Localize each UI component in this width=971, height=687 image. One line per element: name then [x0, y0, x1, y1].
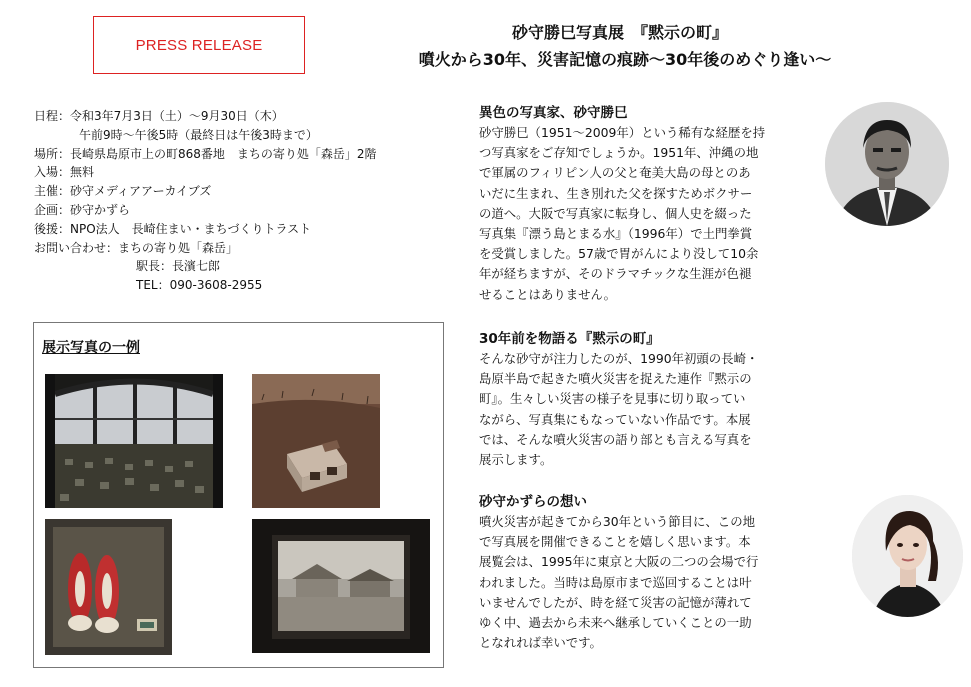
section-apocalypse-town [479, 329, 809, 470]
info-venue: 場所：長崎県島原市上の町868番地 まちの寄り処「森岳」2階 [34, 146, 377, 161]
info-hours: 午前9時～午後5時（最終日は午後3時まで） [79, 127, 318, 142]
section-kazura-thoughts [479, 492, 809, 653]
photo-red-shoes [45, 519, 172, 655]
section-kazura-line: 展覧会は、1995年に東京と大阪の二つの会場で行 [479, 554, 759, 570]
section-apocalypse-line: 展示します。 [479, 452, 553, 468]
photo-window-view [252, 519, 430, 653]
section-photographer [479, 103, 809, 305]
section-photographer-line: せることはありません。 [479, 286, 617, 302]
info-planning: 企画：砂守かずら [34, 202, 131, 217]
section-photographer-line: いだに生まれ、生き別れた父を探すためボクサー [479, 185, 753, 201]
section-kazura-heading: 砂守かずらの想い [479, 494, 587, 510]
section-kazura-line: われました。当時は島原市まで巡回することは叶 [479, 574, 752, 590]
section-photographer-line: 年が経ちますが、そのドラマチックな生涯が色褪 [479, 266, 752, 282]
section-apocalypse-line: そんな砂守が注力したのが、1990年初頭の長崎・ [479, 351, 759, 366]
info-support: 後援：NPO法人 長崎住まい・まちづくりトラスト [34, 221, 312, 236]
photo-buried-house [252, 374, 380, 508]
info-contact: お問い合わせ：まちの寄り処「森岳」 [34, 240, 239, 255]
photo-examples-box [33, 322, 444, 668]
section-apocalypse-heading: 30年前を物語る『黙示の町』 [479, 331, 660, 347]
exhibition-subtitle: 噴火から30年、災害記憶の痕跡～30年後のめぐり逢い～ [418, 50, 832, 69]
section-photographer-heading: 異色の写真家、砂守勝巳 [479, 105, 628, 121]
section-kazura-line: となれれば幸いです。 [479, 635, 602, 651]
section-photographer-line: で軍属のフィリピン人の父と奄美大島の母とのあ [479, 165, 751, 181]
section-photographer-line: 写真集『漂う島とまる水』（1996年）で土門拳賞 [479, 226, 753, 242]
section-apocalypse-line: 島原半島で起きた噴火災害を捉えた連作『黙示の [479, 371, 752, 387]
photo-examples-title: 展示写真の一例 [42, 340, 140, 356]
section-apocalypse-line: ながら、写真集にもなっていない作品です。本展 [479, 411, 751, 427]
event-info [34, 107, 464, 295]
section-kazura-line: で写真展を開催できることを嬉しく思います。本 [479, 534, 751, 550]
info-admission: 入場：無料 [34, 165, 95, 180]
section-photographer-line: を受賞しました。57歳で胃がんにより没して10余 [479, 246, 759, 262]
info-contact-phone: TEL：090-3608-2955 [136, 278, 263, 293]
section-kazura-line: いませんでしたが、時を経て災害の記憶が薄れて [479, 594, 752, 610]
section-apocalypse-line: 町』。生々しい災害の様子を見事に切り取ってい [479, 391, 746, 407]
section-photographer-line: の道へ。大阪で写真家に転身し、個人史を綴った [479, 205, 752, 221]
info-contact-person: 駅長：長濱七郎 [136, 259, 221, 274]
info-schedule: 日程：令和3年7月3日（土）～9月30日（木） [34, 109, 284, 123]
info-organizer: 主催：砂守メディアアーカイブズ [34, 184, 212, 199]
photo-ruined-building [45, 374, 223, 508]
press-release-label: PRESS RELEASE [135, 36, 263, 54]
section-apocalypse-line: では、そんな噴火災害の語り部とも言える写真を [479, 431, 752, 447]
portrait-kazura [852, 495, 963, 617]
section-kazura-line: ゆく中、過去から未来へ継承していくことの一助 [479, 615, 752, 631]
exhibition-title: 砂守勝巳写真展 『黙示の町』 [511, 23, 728, 42]
section-photographer-line: 砂守勝巳（1951～2009年）という稀有な経歴を持 [479, 125, 766, 140]
section-kazura-line: 噴火災害が起きてから30年という節目に、この地 [479, 514, 755, 529]
section-photographer-line: つ写真家をご存知でしょうか。1951年、沖縄の地 [479, 145, 759, 161]
press-release-box [93, 16, 305, 74]
portrait-photographer [825, 102, 949, 226]
